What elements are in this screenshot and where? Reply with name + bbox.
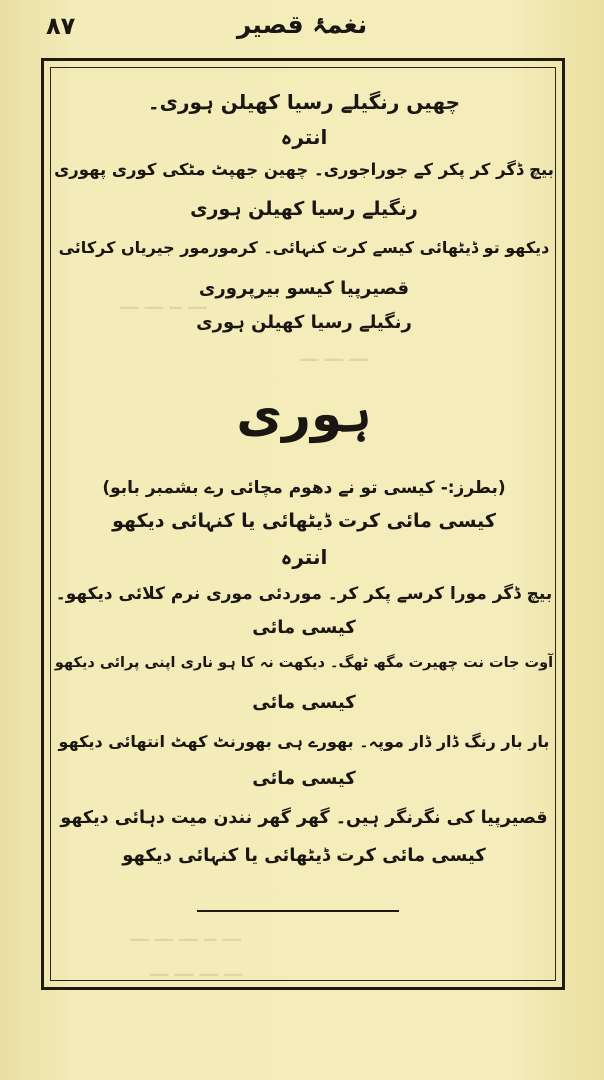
running-title: نغمۂ قصیر xyxy=(236,10,368,39)
poem2-tune-note: (بطرز:- کیسی تو نے دھوم مچائی رے بشمبر بابو) xyxy=(102,478,506,498)
poem2-stanza-3-refrain: کیسی مائی xyxy=(252,768,356,789)
poem2-stanza-1-line: بیچ ڈگر مورا کرسے پکر کر۔ موردئی موری نرم کلائی دیکھو۔ xyxy=(55,584,553,604)
poem2-refrain: کیسی مائی کرت ڈیٹھائی یا کنہائی دیکھو xyxy=(112,510,496,532)
show-through-text: ـــ ـــ ـــ ـــ xyxy=(150,960,243,981)
poem2-antra-heading: انترہ xyxy=(280,545,328,569)
show-through-text: ـــ ـــ ـــ xyxy=(300,345,368,366)
poem1-line-5: رنگیلے رسیا کھیلن ہوری xyxy=(196,312,412,333)
poem2-stanza-2-refrain: کیسی مائی xyxy=(252,692,356,713)
poem1-line-2: رنگیلے رسیا کھیلن ہوری xyxy=(190,198,418,220)
page-header xyxy=(0,8,604,48)
poem2-title: ہوری xyxy=(236,385,372,443)
poem1-antra-heading: انترہ xyxy=(280,125,328,149)
end-rule xyxy=(197,910,399,912)
poem2-stanza-2-line: آوت جات نت چھیرت مگھ ٹھگ۔ دیکھت نہ کا ہو ناری اپنی پرائی دیکھو xyxy=(54,655,554,671)
poem1-line-1: بیچ ڈگر کر پکر کے جوراجوری۔ چھین جھپٹ مٹکی کوری پھوری xyxy=(54,160,554,179)
poem2-stanza-4-refrain: کیسی مائی کرت ڈیٹھائی یا کنہائی دیکھو xyxy=(122,845,486,866)
show-through-text: ـــ ــ ـــ ـــ xyxy=(120,293,207,314)
poem2-stanza-3-line: بار بار رنگ ڈار ڈار موپہ۔ بھورے ہی بھورنٹ کھٹ انتھائی دیکھو xyxy=(58,732,550,751)
poem2-stanza-1-refrain: کیسی مائی xyxy=(252,617,356,638)
poem1-line-4: قصیرپیا کیسو بیرپروری xyxy=(198,278,410,299)
show-through-text: ـــ ــ ـــ ـــ ـــ xyxy=(130,925,242,946)
page-number: ۸۷ xyxy=(46,12,76,40)
poem1-opening: چھیں رنگیلے رسیا کھیلن ہوری۔ xyxy=(147,90,461,114)
poem1-line-3: دیکھو تو ڈیٹھائی کیسے کرت کنہائی۔ کرمورمور جیریاں کرکائی xyxy=(58,238,550,257)
poem2-stanza-4-line: قصیرپیا کی نگرنگر ہیں۔ گھر گھر نندن میت دہائی دیکھو xyxy=(60,808,548,828)
